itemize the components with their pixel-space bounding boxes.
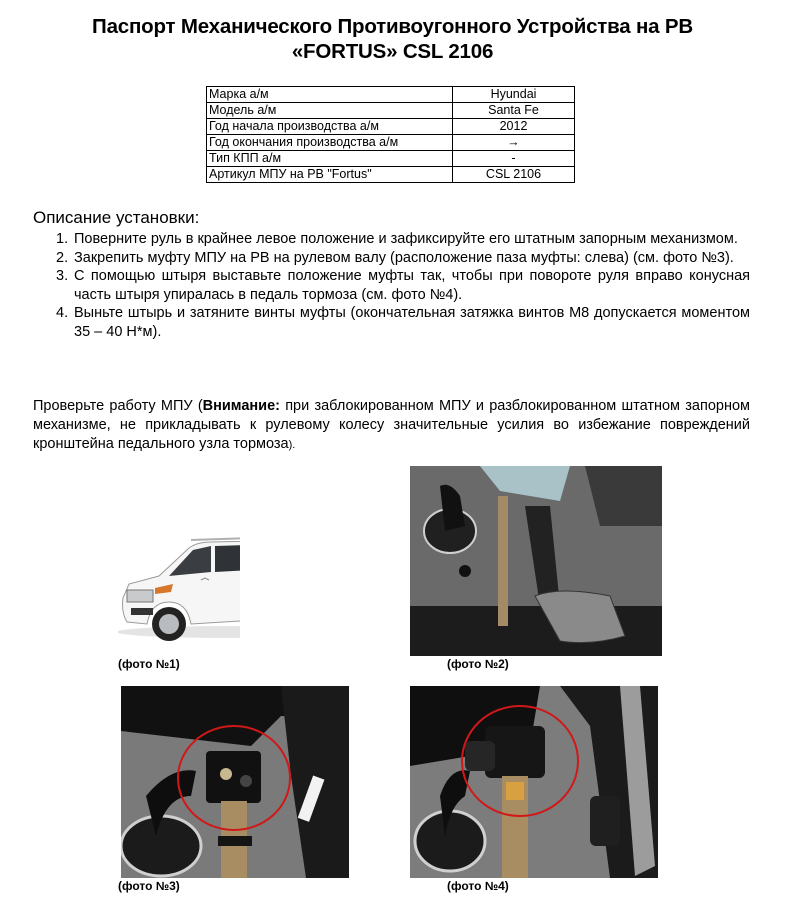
photo-4-caption: (фото №4) [447, 879, 509, 893]
row-value: CSL 2106 [453, 167, 575, 183]
row-label: Артикул МПУ на РВ "Fortus" [207, 167, 453, 183]
spec-table [206, 86, 575, 183]
row-value: Santa Fe [453, 103, 575, 119]
document-title [0, 14, 785, 64]
warning-label: Внимание: [202, 398, 280, 414]
photo-1-suv [118, 520, 240, 648]
step-text: Выньте штырь и затяните винты муфты (окончательная затяжка винтов М8 допускается моментом 35 – 40 Н*м). [74, 305, 750, 340]
pin-illustration [410, 686, 658, 878]
step-text: С помощью штыря выставьте положение муфты так, чтобы при повороте руля вправо конусная часть штыря упиралась в педаль тормоза (см. фото №4). [74, 268, 750, 303]
installation-heading: Описание установки: [33, 208, 200, 227]
table-row [207, 87, 575, 103]
photo-4-pin [410, 686, 658, 878]
photo-3-coupling [121, 686, 349, 878]
row-label: Год начала производства а/м [207, 119, 453, 135]
row-label: Год окончания производства а/м [207, 135, 453, 151]
check-body: при заблокированном МПУ и разблокированном штатном запорном механизме, не прикладывать к рулевому колесу значительные усилия во избежание повреждений кронштейна педального узла тормоза [33, 398, 750, 452]
check-suffix: ). [288, 439, 296, 451]
photo-2-pedals [410, 466, 662, 656]
row-value: → [453, 135, 575, 151]
step-text: Закрепить муфту МПУ на РВ на рулевом валу (расположение паза муфты: слева) (см. фото №3). [74, 249, 734, 266]
suv-illustration [118, 520, 240, 648]
row-value: Hyundai [453, 87, 575, 103]
check-prefix: Проверьте работу МПУ ( [33, 398, 203, 414]
installation-steps [56, 230, 750, 341]
table-row [207, 135, 575, 151]
table-row [207, 167, 575, 183]
title-line-1: Паспорт Механического Противоугонного Устройства на РВ [92, 15, 693, 38]
coupling-illustration [121, 686, 349, 878]
pedals-illustration [410, 466, 662, 656]
row-label: Марка а/м [207, 87, 453, 103]
step-item [56, 304, 750, 341]
table-row [207, 151, 575, 167]
step-item [56, 249, 750, 268]
photo-2-caption: (фото №2) [447, 657, 509, 671]
step-number: 1. [56, 231, 69, 247]
step-text: Поверните руль в крайнее левое положение и зафиксируйте его штатным запорным механизмом. [74, 231, 738, 247]
check-paragraph [33, 397, 750, 455]
row-value: - [453, 151, 575, 167]
photo-1-caption: (фото №1) [118, 657, 180, 671]
row-value: 2012 [453, 119, 575, 135]
photo-3-caption: (фото №3) [118, 879, 180, 893]
step-item [56, 230, 750, 249]
table-row [207, 119, 575, 135]
step-number: 4. [56, 305, 69, 321]
row-label: Тип КПП а/м [207, 151, 453, 167]
table-row [207, 103, 575, 119]
step-number: 2. [56, 249, 69, 266]
step-number: 3. [56, 268, 69, 284]
row-label: Модель а/м [207, 103, 453, 119]
title-line-2: «FORTUS» CSL 2106 [291, 40, 494, 63]
step-item [56, 267, 750, 304]
